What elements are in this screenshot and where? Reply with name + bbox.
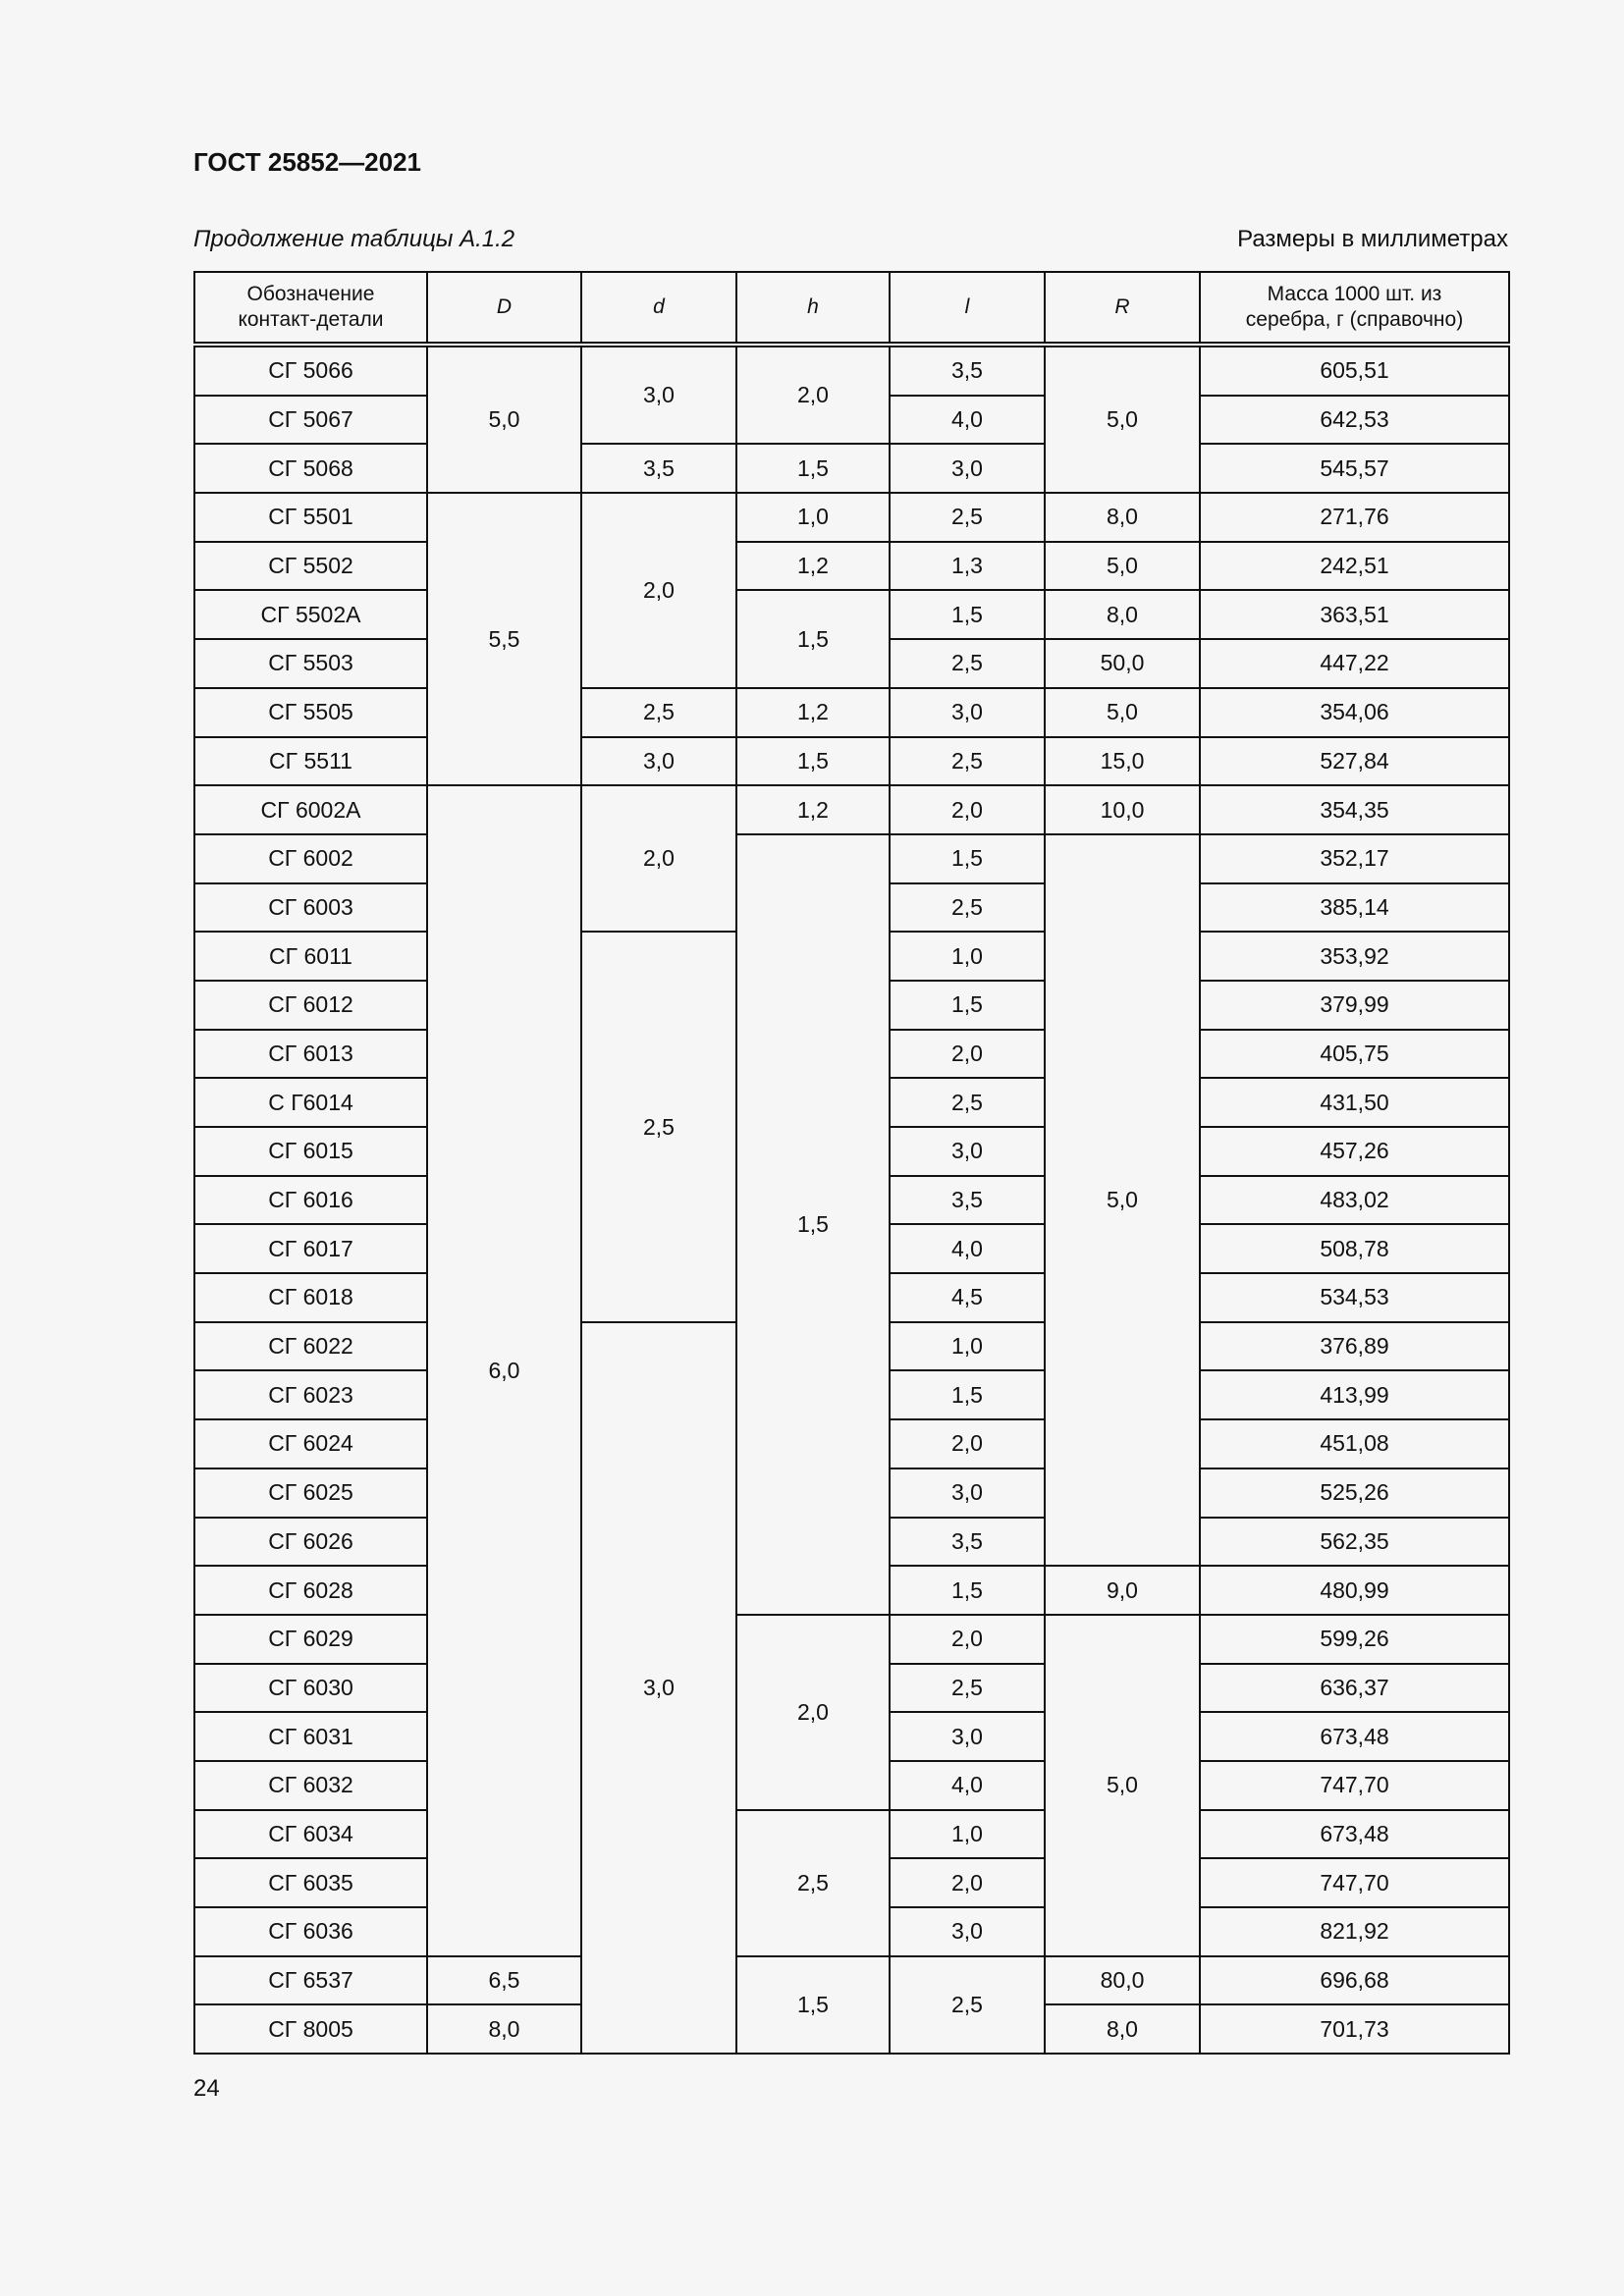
- table-cell: 4,0: [890, 396, 1045, 445]
- designation-cell: СГ 6034: [194, 1810, 427, 1859]
- table-cell: 2,0: [890, 1615, 1045, 1664]
- table-cell: 2,0: [890, 1030, 1045, 1079]
- table-row: [194, 493, 1509, 542]
- table-cell: 3,5: [890, 1518, 1045, 1567]
- table-row: [194, 345, 1509, 396]
- table-row: [194, 834, 1509, 883]
- table-cell: 2,5: [890, 883, 1045, 933]
- table-cell: 1,3: [890, 542, 1045, 591]
- table-cell: 673,48: [1200, 1810, 1509, 1859]
- designation-cell: СГ 5505: [194, 688, 427, 737]
- table-cell: 483,02: [1200, 1176, 1509, 1225]
- designation-cell: СГ 6035: [194, 1858, 427, 1907]
- designation-cell: СГ 5067: [194, 396, 427, 445]
- table-cell: 1,5: [890, 981, 1045, 1030]
- table-body: [194, 345, 1509, 2054]
- table-cell: 15,0: [1045, 737, 1200, 786]
- designation-cell: СГ 5511: [194, 737, 427, 786]
- table-cell: 480,99: [1200, 1566, 1509, 1615]
- designation-cell: СГ 6012: [194, 981, 427, 1030]
- table-cell: 2,5: [736, 1810, 890, 1956]
- table-cell: 2,5: [890, 737, 1045, 786]
- table-cell: 2,0: [736, 345, 890, 444]
- table-cell: 605,51: [1200, 345, 1509, 396]
- table-cell: 2,5: [581, 932, 736, 1322]
- designation-cell: СГ 6029: [194, 1615, 427, 1664]
- designation-cell: СГ 6016: [194, 1176, 427, 1225]
- table-cell: 451,08: [1200, 1419, 1509, 1468]
- table-cell: 4,5: [890, 1273, 1045, 1322]
- table-cell: 9,0: [1045, 1566, 1200, 1615]
- table-cell: 1,2: [736, 785, 890, 834]
- table-cell: 534,53: [1200, 1273, 1509, 1322]
- table-cell: 545,57: [1200, 444, 1509, 493]
- table-cell: 353,92: [1200, 932, 1509, 981]
- table-cell: 1,5: [890, 834, 1045, 883]
- table-row: [194, 590, 1509, 639]
- table-cell: 3,0: [890, 1712, 1045, 1761]
- designation-cell: СГ 6028: [194, 1566, 427, 1615]
- table-cell: 242,51: [1200, 542, 1509, 591]
- table-cell: 5,0: [427, 345, 581, 493]
- designation-cell: СГ 6015: [194, 1127, 427, 1176]
- table-cell: 4,0: [890, 1224, 1045, 1273]
- table-cell: 1,5: [890, 1566, 1045, 1615]
- table-cell: 642,53: [1200, 396, 1509, 445]
- table-cell: 3,0: [890, 1907, 1045, 1956]
- table-cell: 447,22: [1200, 639, 1509, 688]
- table-cell: 2,0: [890, 785, 1045, 834]
- table-row: [194, 785, 1509, 834]
- designation-cell: СГ 6023: [194, 1370, 427, 1419]
- designation-cell: СГ 6018: [194, 1273, 427, 1322]
- table-cell: 5,0: [1045, 688, 1200, 737]
- table-cell: 747,70: [1200, 1761, 1509, 1810]
- table-cell: 1,2: [736, 688, 890, 737]
- table-cell: 747,70: [1200, 1858, 1509, 1907]
- column-header-D: D: [427, 272, 581, 345]
- table-cell: 3,0: [890, 1468, 1045, 1518]
- table-cell: 352,17: [1200, 834, 1509, 883]
- designation-cell: СГ 5066: [194, 345, 427, 396]
- table-cell: 8,0: [1045, 493, 1200, 542]
- designation-cell: СГ 8005: [194, 2004, 427, 2054]
- table-cell: 6,5: [427, 1956, 581, 2005]
- table-row: [194, 542, 1509, 591]
- designation-cell: СГ 5502А: [194, 590, 427, 639]
- table-cell: 5,0: [1045, 542, 1200, 591]
- table-cell: 413,99: [1200, 1370, 1509, 1419]
- table-cell: 1,5: [890, 590, 1045, 639]
- designation-cell: СГ 6026: [194, 1518, 427, 1567]
- designation-cell: СГ 6003: [194, 883, 427, 933]
- table-cell: 2,5: [890, 639, 1045, 688]
- table-cell: 376,89: [1200, 1322, 1509, 1371]
- table-cell: 3,5: [890, 1176, 1045, 1225]
- table-cell: 3,0: [581, 345, 736, 444]
- designation-cell: СГ 6022: [194, 1322, 427, 1371]
- designation-cell: СГ 6030: [194, 1664, 427, 1713]
- table-row: [194, 1810, 1509, 1859]
- table-cell: 1,0: [736, 493, 890, 542]
- table-cell: 379,99: [1200, 981, 1509, 1030]
- designation-cell: СГ 6011: [194, 932, 427, 981]
- designation-cell: СГ 6537: [194, 1956, 427, 2005]
- table-cell: 5,0: [1045, 1615, 1200, 1956]
- table-cell: 5,5: [427, 493, 581, 785]
- table-cell: 8,0: [427, 2004, 581, 2054]
- designation-cell: СГ 5501: [194, 493, 427, 542]
- table-row: [194, 1956, 1509, 2005]
- dimensions-table: [193, 271, 1510, 2055]
- table-cell: 599,26: [1200, 1615, 1509, 1664]
- table-cell: 562,35: [1200, 1518, 1509, 1567]
- table-cell: 3,0: [890, 444, 1045, 493]
- designation-cell: СГ 6017: [194, 1224, 427, 1273]
- table-cell: 1,5: [736, 737, 890, 786]
- table-cell: 8,0: [1045, 2004, 1200, 2054]
- table-cell: 405,75: [1200, 1030, 1509, 1079]
- units-note: Размеры в миллиметрах: [1237, 226, 1508, 252]
- table-cell: 1,5: [736, 590, 890, 687]
- designation-cell: СГ 6002А: [194, 785, 427, 834]
- designation-cell: СГ 5502: [194, 542, 427, 591]
- table-cell: 2,0: [890, 1858, 1045, 1907]
- table-cell: 636,37: [1200, 1664, 1509, 1713]
- table-cell: 271,76: [1200, 493, 1509, 542]
- table-cell: 2,0: [581, 785, 736, 932]
- table-cell: 1,0: [890, 1810, 1045, 1859]
- column-header-designation: Обозначение контакт-детали: [194, 272, 427, 345]
- designation-cell: СГ 5068: [194, 444, 427, 493]
- column-header-l: l: [890, 272, 1045, 345]
- table-cell: 1,5: [736, 444, 890, 493]
- table-cell: 3,0: [890, 688, 1045, 737]
- table-cell: 363,51: [1200, 590, 1509, 639]
- table-cell: 2,0: [581, 493, 736, 688]
- table-cell: 1,5: [736, 1956, 890, 2054]
- table-cell: 2,0: [736, 1615, 890, 1810]
- table-cell: 6,0: [427, 785, 581, 1956]
- table-cell: 5,0: [1045, 345, 1200, 493]
- table-cell: 4,0: [890, 1761, 1045, 1810]
- table-cell: 2,5: [890, 1078, 1045, 1127]
- designation-cell: СГ 6036: [194, 1907, 427, 1956]
- table-cell: 3,5: [581, 444, 736, 493]
- column-header-mass: Масса 1000 шт. из серебра, г (справочно): [1200, 272, 1509, 345]
- table-row: [194, 1615, 1509, 1664]
- table-cell: 821,92: [1200, 1907, 1509, 1956]
- table-cell: 80,0: [1045, 1956, 1200, 2005]
- table-cell: 431,50: [1200, 1078, 1509, 1127]
- designation-cell: СГ 6013: [194, 1030, 427, 1079]
- table-cell: 673,48: [1200, 1712, 1509, 1761]
- table-cell: 1,2: [736, 542, 890, 591]
- designation-cell: СГ 5503: [194, 639, 427, 688]
- column-header-R: R: [1045, 272, 1200, 345]
- table-cell: 10,0: [1045, 785, 1200, 834]
- table-cell: 2,5: [581, 688, 736, 737]
- document-title: ГОСТ 25852—2021: [193, 147, 421, 177]
- table-header-row: [194, 272, 1509, 345]
- table-cell: 385,14: [1200, 883, 1509, 933]
- table-cell: 2,0: [890, 1419, 1045, 1468]
- table-cell: 1,5: [890, 1370, 1045, 1419]
- table-cell: 701,73: [1200, 2004, 1509, 2054]
- designation-cell: С Г6014: [194, 1078, 427, 1127]
- table-cell: 3,0: [581, 1322, 736, 2054]
- table-cell: 508,78: [1200, 1224, 1509, 1273]
- column-header-d: d: [581, 272, 736, 345]
- table-cell: 3,0: [890, 1127, 1045, 1176]
- table-row: [194, 444, 1509, 493]
- table-cell: 2,5: [890, 493, 1045, 542]
- table-cell: 3,0: [581, 737, 736, 786]
- table-cell: 354,35: [1200, 785, 1509, 834]
- table-cell: 696,68: [1200, 1956, 1509, 2005]
- designation-cell: СГ 6024: [194, 1419, 427, 1468]
- designation-cell: СГ 6002: [194, 834, 427, 883]
- table-cell: 1,5: [736, 834, 890, 1615]
- table-cell: 1,0: [890, 932, 1045, 981]
- table-caption: Продолжение таблицы А.1.2: [193, 226, 515, 252]
- table-cell: 527,84: [1200, 737, 1509, 786]
- table-cell: 50,0: [1045, 639, 1200, 688]
- table-cell: 5,0: [1045, 834, 1200, 1566]
- designation-cell: СГ 6031: [194, 1712, 427, 1761]
- designation-cell: СГ 6025: [194, 1468, 427, 1518]
- table-cell: 2,5: [890, 1956, 1045, 2054]
- column-header-h: h: [736, 272, 890, 345]
- table-row: [194, 688, 1509, 737]
- designation-cell: СГ 6032: [194, 1761, 427, 1810]
- table-cell: 2,5: [890, 1664, 1045, 1713]
- table-cell: 1,0: [890, 1322, 1045, 1371]
- table-cell: 3,5: [890, 345, 1045, 396]
- table-cell: 354,06: [1200, 688, 1509, 737]
- table-cell: 457,26: [1200, 1127, 1509, 1176]
- table-cell: 8,0: [1045, 590, 1200, 639]
- table-row: [194, 737, 1509, 786]
- table-cell: 525,26: [1200, 1468, 1509, 1518]
- page-number: 24: [193, 2075, 220, 2102]
